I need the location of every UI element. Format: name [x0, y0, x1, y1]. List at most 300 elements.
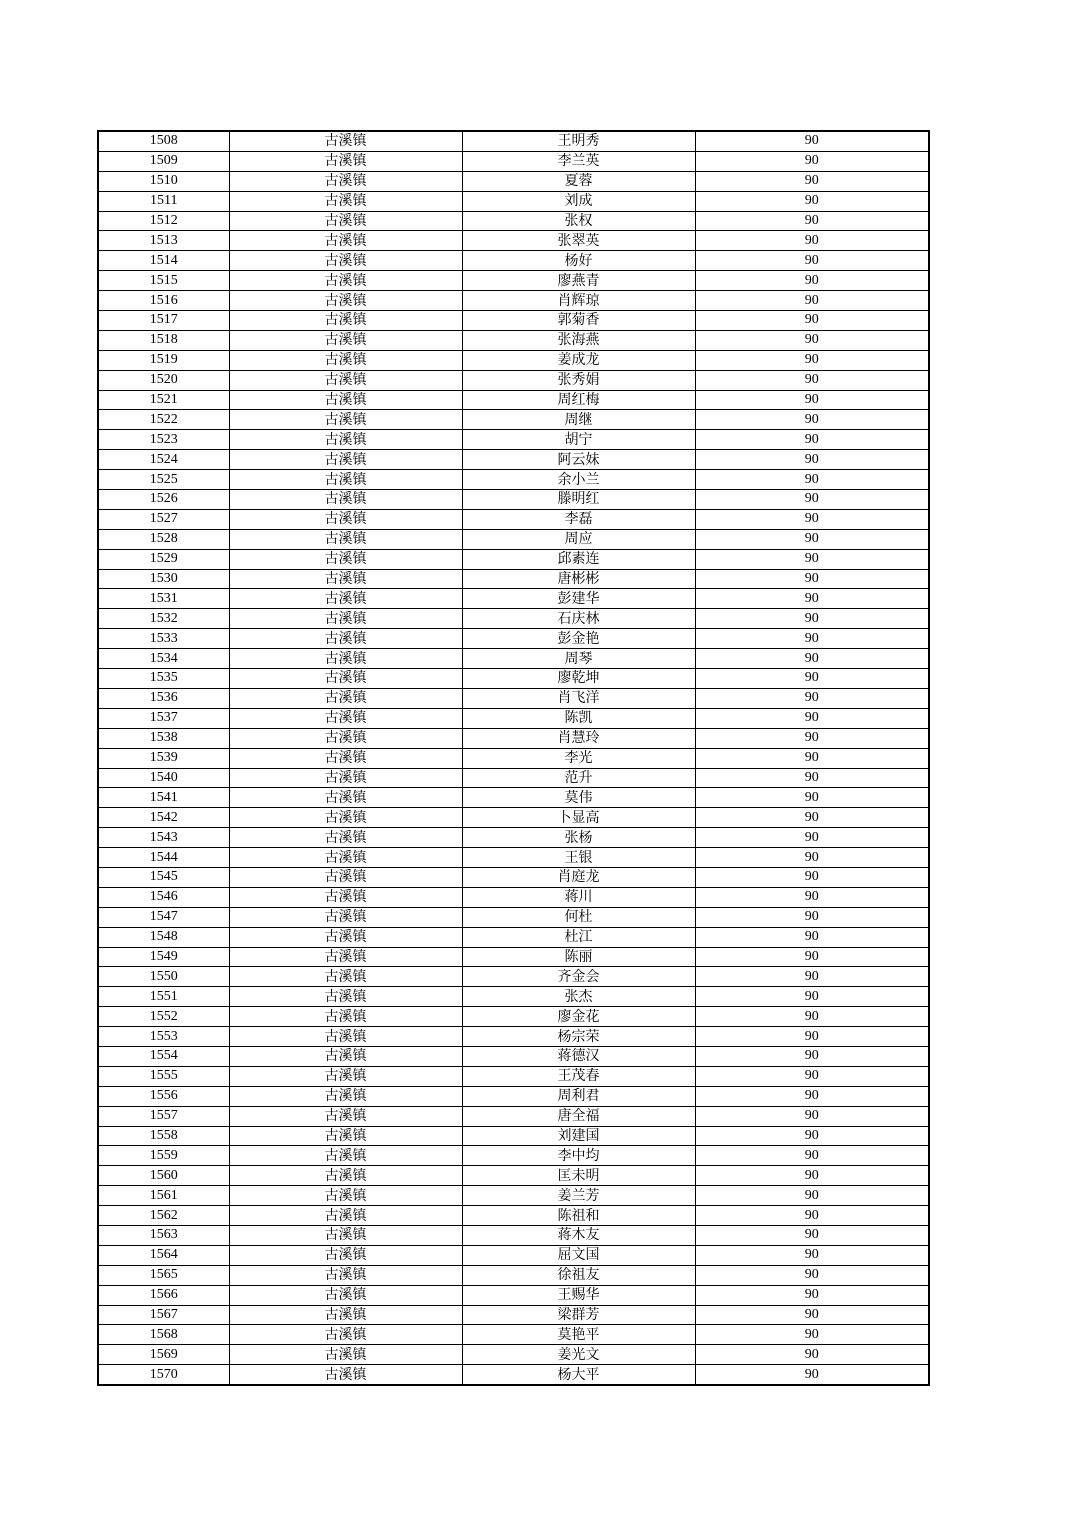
amount-cell: 90	[695, 1325, 929, 1345]
table-row	[98, 589, 929, 609]
name-cell: 杨大平	[462, 1365, 695, 1385]
row-number-cell: 1537	[98, 708, 229, 728]
amount-cell: 90	[695, 609, 929, 629]
table-row	[98, 1345, 929, 1365]
row-number-cell: 1568	[98, 1325, 229, 1345]
table-row	[98, 669, 929, 689]
row-number-cell: 1556	[98, 1086, 229, 1106]
name-cell: 张翠英	[462, 231, 695, 251]
table-row	[98, 1305, 929, 1325]
row-number-cell: 1530	[98, 569, 229, 589]
row-number-cell: 1564	[98, 1245, 229, 1265]
name-cell: 陈凯	[462, 708, 695, 728]
row-number-cell: 1532	[98, 609, 229, 629]
table-row	[98, 867, 929, 887]
amount-cell: 90	[695, 410, 929, 430]
row-number-cell: 1566	[98, 1285, 229, 1305]
name-cell: 姜光文	[462, 1345, 695, 1365]
town-cell: 古溪镇	[229, 430, 462, 450]
town-cell: 古溪镇	[229, 350, 462, 370]
town-cell: 古溪镇	[229, 370, 462, 390]
town-cell: 古溪镇	[229, 649, 462, 669]
name-cell: 张海燕	[462, 330, 695, 350]
amount-cell: 90	[695, 1126, 929, 1146]
town-cell: 古溪镇	[229, 1305, 462, 1325]
amount-cell: 90	[695, 1166, 929, 1186]
name-cell: 匡未明	[462, 1166, 695, 1186]
amount-cell: 90	[695, 708, 929, 728]
table-row	[98, 171, 929, 191]
name-cell: 肖慧玲	[462, 728, 695, 748]
amount-cell: 90	[695, 768, 929, 788]
amount-cell: 90	[695, 251, 929, 271]
row-number-cell: 1548	[98, 927, 229, 947]
row-number-cell: 1569	[98, 1345, 229, 1365]
amount-cell: 90	[695, 450, 929, 470]
name-cell: 陈祖和	[462, 1206, 695, 1226]
town-cell: 古溪镇	[229, 947, 462, 967]
name-cell: 李中均	[462, 1146, 695, 1166]
name-cell: 蒋木友	[462, 1225, 695, 1245]
table-row	[98, 151, 929, 171]
town-cell: 古溪镇	[229, 1245, 462, 1265]
amount-cell: 90	[695, 291, 929, 311]
name-cell: 刘成	[462, 191, 695, 211]
town-cell: 古溪镇	[229, 171, 462, 191]
name-cell: 范升	[462, 768, 695, 788]
town-cell: 古溪镇	[229, 549, 462, 569]
table-row	[98, 848, 929, 868]
name-cell: 胡宁	[462, 430, 695, 450]
town-cell: 古溪镇	[229, 390, 462, 410]
amount-cell: 90	[695, 688, 929, 708]
roster-table-body	[98, 131, 929, 1385]
amount-cell: 90	[695, 1345, 929, 1365]
town-cell: 古溪镇	[229, 1106, 462, 1126]
name-cell: 王银	[462, 848, 695, 868]
amount-cell: 90	[695, 191, 929, 211]
row-number-cell: 1562	[98, 1206, 229, 1226]
table-row	[98, 1146, 929, 1166]
row-number-cell: 1512	[98, 211, 229, 231]
row-number-cell: 1510	[98, 171, 229, 191]
name-cell: 张杰	[462, 987, 695, 1007]
amount-cell: 90	[695, 887, 929, 907]
row-number-cell: 1544	[98, 848, 229, 868]
town-cell: 古溪镇	[229, 1066, 462, 1086]
town-cell: 古溪镇	[229, 788, 462, 808]
amount-cell: 90	[695, 151, 929, 171]
town-cell: 古溪镇	[229, 131, 462, 151]
name-cell: 屈文国	[462, 1245, 695, 1265]
town-cell: 古溪镇	[229, 470, 462, 490]
amount-cell: 90	[695, 728, 929, 748]
town-cell: 古溪镇	[229, 1007, 462, 1027]
table-row	[98, 410, 929, 430]
row-number-cell: 1525	[98, 470, 229, 490]
amount-cell: 90	[695, 509, 929, 529]
town-cell: 古溪镇	[229, 1086, 462, 1106]
table-row	[98, 1027, 929, 1047]
town-cell: 古溪镇	[229, 1345, 462, 1365]
table-row	[98, 1265, 929, 1285]
row-number-cell: 1531	[98, 589, 229, 609]
town-cell: 古溪镇	[229, 151, 462, 171]
name-cell: 余小兰	[462, 470, 695, 490]
town-cell: 古溪镇	[229, 1046, 462, 1066]
table-row	[98, 231, 929, 251]
amount-cell: 90	[695, 1046, 929, 1066]
town-cell: 古溪镇	[229, 191, 462, 211]
table-row	[98, 967, 929, 987]
amount-cell: 90	[695, 1027, 929, 1047]
row-number-cell: 1553	[98, 1027, 229, 1047]
amount-cell: 90	[695, 1305, 929, 1325]
row-number-cell: 1570	[98, 1365, 229, 1385]
name-cell: 齐金会	[462, 967, 695, 987]
town-cell: 古溪镇	[229, 1146, 462, 1166]
table-row	[98, 549, 929, 569]
row-number-cell: 1538	[98, 728, 229, 748]
name-cell: 廖金花	[462, 1007, 695, 1027]
row-number-cell: 1520	[98, 370, 229, 390]
amount-cell: 90	[695, 947, 929, 967]
row-number-cell: 1539	[98, 748, 229, 768]
name-cell: 王茂春	[462, 1066, 695, 1086]
table-row	[98, 191, 929, 211]
name-cell: 蒋川	[462, 887, 695, 907]
amount-cell: 90	[695, 490, 929, 510]
amount-cell: 90	[695, 569, 929, 589]
table-row	[98, 470, 929, 490]
table-row	[98, 251, 929, 271]
table-row	[98, 370, 929, 390]
name-cell: 肖庭龙	[462, 867, 695, 887]
name-cell: 彭金艳	[462, 629, 695, 649]
town-cell: 古溪镇	[229, 1265, 462, 1285]
row-number-cell: 1559	[98, 1146, 229, 1166]
town-cell: 古溪镇	[229, 967, 462, 987]
name-cell: 唐全福	[462, 1106, 695, 1126]
name-cell: 莫艳平	[462, 1325, 695, 1345]
name-cell: 郭菊香	[462, 311, 695, 331]
name-cell: 王赐华	[462, 1285, 695, 1305]
town-cell: 古溪镇	[229, 828, 462, 848]
town-cell: 古溪镇	[229, 768, 462, 788]
row-number-cell: 1529	[98, 549, 229, 569]
town-cell: 古溪镇	[229, 848, 462, 868]
name-cell: 蒋德汉	[462, 1046, 695, 1066]
table-row	[98, 450, 929, 470]
table-row	[98, 430, 929, 450]
row-number-cell: 1535	[98, 669, 229, 689]
table-row	[98, 330, 929, 350]
amount-cell: 90	[695, 1086, 929, 1106]
row-number-cell: 1534	[98, 649, 229, 669]
name-cell: 陈丽	[462, 947, 695, 967]
table-row	[98, 1106, 929, 1126]
name-cell: 梁群芳	[462, 1305, 695, 1325]
amount-cell: 90	[695, 1007, 929, 1027]
row-number-cell: 1523	[98, 430, 229, 450]
name-cell: 张秀娟	[462, 370, 695, 390]
name-cell: 肖飞洋	[462, 688, 695, 708]
name-cell: 姜兰芳	[462, 1186, 695, 1206]
row-number-cell: 1563	[98, 1225, 229, 1245]
name-cell: 廖乾坤	[462, 669, 695, 689]
table-row	[98, 271, 929, 291]
town-cell: 古溪镇	[229, 410, 462, 430]
row-number-cell: 1514	[98, 251, 229, 271]
table-row	[98, 947, 929, 967]
row-number-cell: 1554	[98, 1046, 229, 1066]
name-cell: 周红梅	[462, 390, 695, 410]
amount-cell: 90	[695, 589, 929, 609]
table-row	[98, 1206, 929, 1226]
table-row	[98, 1126, 929, 1146]
name-cell: 彭建华	[462, 589, 695, 609]
row-number-cell: 1542	[98, 808, 229, 828]
town-cell: 古溪镇	[229, 569, 462, 589]
roster-sheet	[97, 130, 928, 1386]
table-row	[98, 1245, 929, 1265]
town-cell: 古溪镇	[229, 330, 462, 350]
name-cell: 周应	[462, 529, 695, 549]
name-cell: 卜显高	[462, 808, 695, 828]
name-cell: 周继	[462, 410, 695, 430]
table-row	[98, 808, 929, 828]
town-cell: 古溪镇	[229, 1206, 462, 1226]
amount-cell: 90	[695, 231, 929, 251]
table-row	[98, 1186, 929, 1206]
row-number-cell: 1517	[98, 311, 229, 331]
town-cell: 古溪镇	[229, 887, 462, 907]
amount-cell: 90	[695, 131, 929, 151]
row-number-cell: 1511	[98, 191, 229, 211]
town-cell: 古溪镇	[229, 1285, 462, 1305]
town-cell: 古溪镇	[229, 211, 462, 231]
table-row	[98, 768, 929, 788]
row-number-cell: 1555	[98, 1066, 229, 1086]
amount-cell: 90	[695, 649, 929, 669]
name-cell: 莫伟	[462, 788, 695, 808]
name-cell: 刘建国	[462, 1126, 695, 1146]
row-number-cell: 1558	[98, 1126, 229, 1146]
amount-cell: 90	[695, 330, 929, 350]
table-row	[98, 1325, 929, 1345]
name-cell: 王明秀	[462, 131, 695, 151]
name-cell: 周利君	[462, 1086, 695, 1106]
name-cell: 肖辉琼	[462, 291, 695, 311]
table-row	[98, 1225, 929, 1245]
row-number-cell: 1518	[98, 330, 229, 350]
table-row	[98, 907, 929, 927]
row-number-cell: 1551	[98, 987, 229, 1007]
table-row	[98, 788, 929, 808]
amount-cell: 90	[695, 171, 929, 191]
town-cell: 古溪镇	[229, 271, 462, 291]
row-number-cell: 1522	[98, 410, 229, 430]
amount-cell: 90	[695, 529, 929, 549]
row-number-cell: 1543	[98, 828, 229, 848]
amount-cell: 90	[695, 1106, 929, 1126]
town-cell: 古溪镇	[229, 1225, 462, 1245]
name-cell: 张权	[462, 211, 695, 231]
table-row	[98, 1066, 929, 1086]
name-cell: 周琴	[462, 649, 695, 669]
town-cell: 古溪镇	[229, 1365, 462, 1385]
table-row	[98, 350, 929, 370]
row-number-cell: 1527	[98, 509, 229, 529]
table-row	[98, 1285, 929, 1305]
row-number-cell: 1561	[98, 1186, 229, 1206]
amount-cell: 90	[695, 549, 929, 569]
name-cell: 何杜	[462, 907, 695, 927]
table-row	[98, 1365, 929, 1385]
name-cell: 杨好	[462, 251, 695, 271]
name-cell: 唐彬彬	[462, 569, 695, 589]
amount-cell: 90	[695, 350, 929, 370]
row-number-cell: 1526	[98, 490, 229, 510]
roster-table	[97, 130, 930, 1386]
row-number-cell: 1552	[98, 1007, 229, 1027]
amount-cell: 90	[695, 848, 929, 868]
amount-cell: 90	[695, 1365, 929, 1385]
amount-cell: 90	[695, 1285, 929, 1305]
town-cell: 古溪镇	[229, 311, 462, 331]
amount-cell: 90	[695, 1245, 929, 1265]
row-number-cell: 1540	[98, 768, 229, 788]
town-cell: 古溪镇	[229, 728, 462, 748]
table-row	[98, 509, 929, 529]
row-number-cell: 1515	[98, 271, 229, 291]
town-cell: 古溪镇	[229, 808, 462, 828]
amount-cell: 90	[695, 828, 929, 848]
town-cell: 古溪镇	[229, 291, 462, 311]
town-cell: 古溪镇	[229, 1166, 462, 1186]
amount-cell: 90	[695, 987, 929, 1007]
name-cell: 李磊	[462, 509, 695, 529]
town-cell: 古溪镇	[229, 609, 462, 629]
amount-cell: 90	[695, 1066, 929, 1086]
amount-cell: 90	[695, 211, 929, 231]
table-row	[98, 1007, 929, 1027]
amount-cell: 90	[695, 967, 929, 987]
row-number-cell: 1521	[98, 390, 229, 410]
amount-cell: 90	[695, 311, 929, 331]
table-row	[98, 1046, 929, 1066]
amount-cell: 90	[695, 1146, 929, 1166]
table-row	[98, 1166, 929, 1186]
row-number-cell: 1549	[98, 947, 229, 967]
town-cell: 古溪镇	[229, 987, 462, 1007]
name-cell: 杜江	[462, 927, 695, 947]
table-row	[98, 291, 929, 311]
town-cell: 古溪镇	[229, 1186, 462, 1206]
row-number-cell: 1541	[98, 788, 229, 808]
row-number-cell: 1567	[98, 1305, 229, 1325]
row-number-cell: 1509	[98, 151, 229, 171]
amount-cell: 90	[695, 629, 929, 649]
name-cell: 姜成龙	[462, 350, 695, 370]
table-row	[98, 131, 929, 151]
table-row	[98, 609, 929, 629]
amount-cell: 90	[695, 867, 929, 887]
amount-cell: 90	[695, 1186, 929, 1206]
town-cell: 古溪镇	[229, 490, 462, 510]
amount-cell: 90	[695, 788, 929, 808]
amount-cell: 90	[695, 470, 929, 490]
row-number-cell: 1565	[98, 1265, 229, 1285]
name-cell: 李兰英	[462, 151, 695, 171]
table-row	[98, 529, 929, 549]
table-row	[98, 1086, 929, 1106]
table-row	[98, 748, 929, 768]
name-cell: 廖燕青	[462, 271, 695, 291]
table-row	[98, 728, 929, 748]
amount-cell: 90	[695, 390, 929, 410]
amount-cell: 90	[695, 430, 929, 450]
table-row	[98, 311, 929, 331]
table-row	[98, 688, 929, 708]
town-cell: 古溪镇	[229, 748, 462, 768]
town-cell: 古溪镇	[229, 629, 462, 649]
amount-cell: 90	[695, 669, 929, 689]
town-cell: 古溪镇	[229, 251, 462, 271]
table-row	[98, 987, 929, 1007]
town-cell: 古溪镇	[229, 927, 462, 947]
amount-cell: 90	[695, 808, 929, 828]
row-number-cell: 1524	[98, 450, 229, 470]
row-number-cell: 1547	[98, 907, 229, 927]
town-cell: 古溪镇	[229, 907, 462, 927]
row-number-cell: 1519	[98, 350, 229, 370]
amount-cell: 90	[695, 1265, 929, 1285]
town-cell: 古溪镇	[229, 1027, 462, 1047]
amount-cell: 90	[695, 907, 929, 927]
town-cell: 古溪镇	[229, 450, 462, 470]
row-number-cell: 1550	[98, 967, 229, 987]
table-row	[98, 211, 929, 231]
row-number-cell: 1516	[98, 291, 229, 311]
table-row	[98, 390, 929, 410]
row-number-cell: 1545	[98, 867, 229, 887]
row-number-cell: 1546	[98, 887, 229, 907]
name-cell: 滕明红	[462, 490, 695, 510]
town-cell: 古溪镇	[229, 708, 462, 728]
row-number-cell: 1557	[98, 1106, 229, 1126]
town-cell: 古溪镇	[229, 1325, 462, 1345]
row-number-cell: 1560	[98, 1166, 229, 1186]
row-number-cell: 1528	[98, 529, 229, 549]
table-row	[98, 629, 929, 649]
name-cell: 李光	[462, 748, 695, 768]
row-number-cell: 1536	[98, 688, 229, 708]
amount-cell: 90	[695, 370, 929, 390]
name-cell: 邱素连	[462, 549, 695, 569]
name-cell: 张杨	[462, 828, 695, 848]
town-cell: 古溪镇	[229, 1126, 462, 1146]
town-cell: 古溪镇	[229, 589, 462, 609]
table-row	[98, 569, 929, 589]
town-cell: 古溪镇	[229, 529, 462, 549]
amount-cell: 90	[695, 1225, 929, 1245]
amount-cell: 90	[695, 927, 929, 947]
amount-cell: 90	[695, 1206, 929, 1226]
table-row	[98, 927, 929, 947]
row-number-cell: 1513	[98, 231, 229, 251]
town-cell: 古溪镇	[229, 867, 462, 887]
